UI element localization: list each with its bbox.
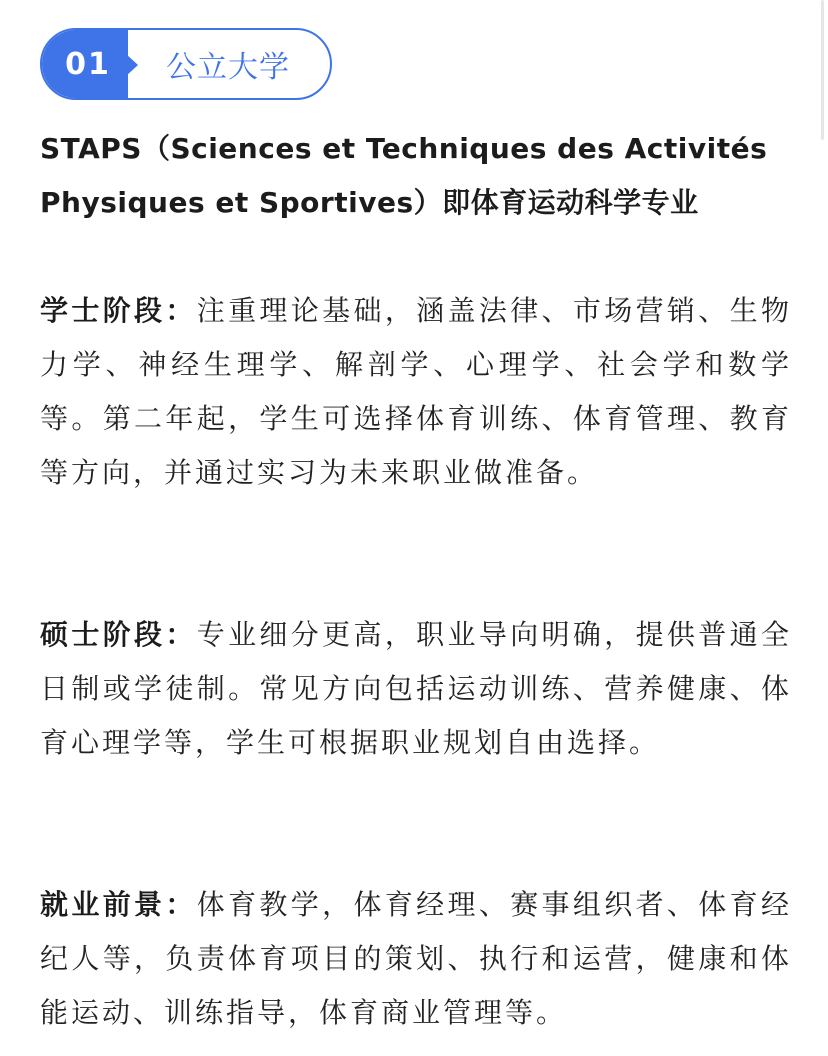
scrollbar[interactable]: [821, 0, 824, 140]
master-paragraph: [40, 608, 792, 770]
master-label: 硕士阶段：: [40, 618, 197, 651]
bachelor-label: 学士阶段：: [40, 294, 197, 327]
section-badge: [40, 28, 332, 100]
career-paragraph: [40, 878, 792, 1040]
bachelor-text: 注重理论基础，涵盖法律、市场营销、生物力学、神经生理学、解剖学、心理学、社会学和数学等。第二年起，学生可选择体育训练、体育管理、教育等方向，并通过实习为未来职业做准备。: [40, 294, 792, 489]
bachelor-paragraph: [40, 284, 792, 500]
career-label: 就业前景：: [40, 888, 197, 921]
program-heading: STAPS（Sciences et Techniques des Activités Physiques et Sportives）即体育运动科学专业: [40, 132, 768, 219]
section-title: 公立大学: [166, 50, 290, 85]
master-text: 专业细分更高，职业导向明确，提供普通全日制或学徒制。常见方向包括运动训练、营养健康、体育心理学等，学生可根据职业规划自由选择。: [40, 618, 792, 759]
badge-arrow-icon: [126, 54, 138, 76]
career-text: 体育教学，体育经理、赛事组织者、体育经纪人等，负责体育项目的策划、执行和运营，健康和体能运动、训练指导，体育商业管理等。: [40, 888, 792, 1029]
section-number: 01: [42, 30, 128, 98]
